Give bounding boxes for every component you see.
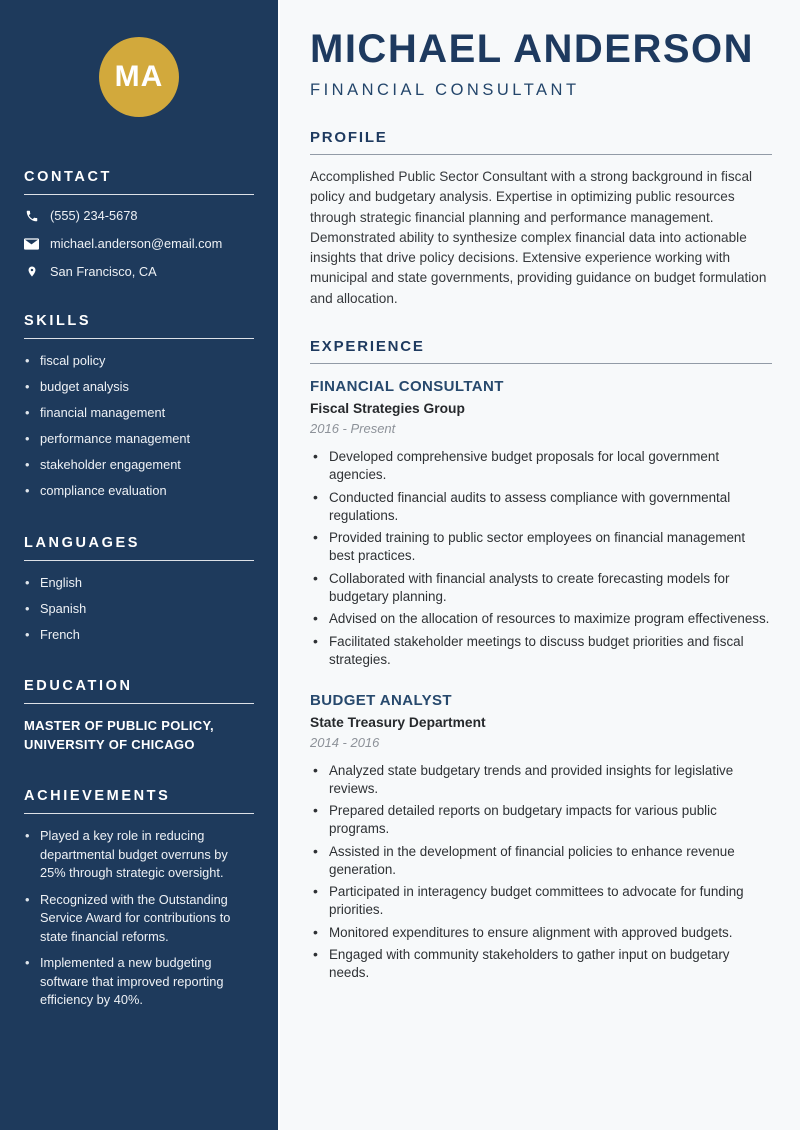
- job-bullet: • Provided training to public sector employees on financial management best practices.: [310, 529, 772, 565]
- job-bullet: • Monitored expenditures to ensure alignment with approved budgets.: [310, 924, 772, 942]
- skills-section: [24, 313, 254, 501]
- education-section: [24, 678, 254, 754]
- person-title: FINANCIAL CONSULTANT: [310, 81, 580, 99]
- job-dates: 2014 - 2016: [310, 734, 380, 750]
- skill-item: • stakeholder engagement: [24, 456, 254, 475]
- job-bullet: • Prepared detailed reports on budgetary impacts for various public programs.: [310, 802, 772, 838]
- languages-heading: LANGUAGES: [24, 535, 254, 561]
- main-content: [280, 0, 800, 1130]
- job-bullet: • Advised on the allocation of resources to maximize program effectiveness.: [310, 610, 772, 628]
- avatar-initials: MA: [114, 60, 164, 93]
- avatar: [99, 37, 179, 117]
- contact-location-row: [24, 264, 254, 279]
- languages-list: [24, 574, 254, 645]
- languages-section: [24, 535, 254, 645]
- skill-item: • compliance evaluation: [24, 482, 254, 501]
- achievement-item: • Played a key role in reducing departmental budget overruns by 25% through strategic oversight.: [24, 827, 254, 883]
- contact-phone-row: [24, 208, 254, 223]
- language-item: • English: [24, 574, 254, 593]
- job-bullet: • Engaged with community stakeholders to gather input on budgetary needs.: [310, 946, 772, 982]
- achievements-heading: ACHIEVEMENTS: [24, 788, 254, 814]
- job-entry: [310, 692, 772, 983]
- job-bullet: • Facilitated stakeholder meetings to discuss budget priorities and fiscal strategies.: [310, 633, 772, 669]
- skills-list: [24, 352, 254, 501]
- profile-text: Accomplished Public Sector Consultant with a strong background in fiscal policy and budgetary analysis. Expertise in optimizing public resources through strategic financial planning and performance management. Demonstrated ability to synthesize complex financial data into actionable insights that drive policy decisions. Extensive experience working with municipal and state governments, providing guidance on budget formulation and allocation.: [310, 169, 767, 306]
- job-bullet: • Analyzed state budgetary trends and provided insights for legislative reviews.: [310, 762, 772, 798]
- job-bullet: • Assisted in the development of financial policies to enhance revenue generation.: [310, 843, 772, 879]
- job-company: Fiscal Strategies Group: [310, 401, 465, 417]
- achievement-item: • Implemented a new budgeting software that improved reporting efficiency by 40%.: [24, 954, 254, 1010]
- achievements-section: [24, 788, 254, 1010]
- achievement-item: • Recognized with the Outstanding Service Award for contributions to state financial reforms.: [24, 891, 254, 947]
- profile-heading: PROFILE: [310, 129, 772, 155]
- education-degree: MASTER OF PUBLIC POLICY, UNIVERSITY OF CHICAGO: [24, 718, 214, 752]
- phone-icon: [24, 208, 39, 223]
- job-bullet: • Collaborated with financial analysts to create forecasting models for budgetary planning.: [310, 570, 772, 606]
- skill-item: • performance management: [24, 430, 254, 449]
- contact-email-row: [24, 236, 254, 251]
- language-item: • Spanish: [24, 600, 254, 619]
- skill-item: • financial management: [24, 404, 254, 423]
- job-bullet-list: [310, 762, 772, 983]
- job-bullet-list: [310, 448, 772, 669]
- job-company: State Treasury Department: [310, 714, 486, 730]
- achievements-list: [24, 827, 254, 1010]
- person-name: MICHAEL ANDERSON: [310, 27, 755, 71]
- job-title: FINANCIAL CONSULTANT: [310, 378, 504, 396]
- experience-heading: EXPERIENCE: [310, 338, 772, 364]
- location-icon: [24, 264, 39, 279]
- job-bullet: • Conducted financial audits to assess compliance with governmental regulations.: [310, 489, 772, 525]
- job-bullet: • Developed comprehensive budget proposals for local government agencies.: [310, 448, 772, 484]
- education-heading: EDUCATION: [24, 678, 254, 704]
- job-dates: 2016 - Present: [310, 421, 396, 437]
- contact-section: [24, 169, 254, 279]
- sidebar: [0, 0, 280, 1130]
- contact-location-text: San Francisco, CA: [50, 264, 157, 279]
- skills-heading: SKILLS: [24, 313, 254, 339]
- job-title: BUDGET ANALYST: [310, 691, 452, 709]
- skill-item: • fiscal policy: [24, 352, 254, 371]
- job-entry: [310, 378, 772, 669]
- skill-item: • budget analysis: [24, 378, 254, 397]
- job-bullet: • Participated in interagency budget committees to advocate for funding priorities.: [310, 883, 772, 919]
- contact-phone-text: (555) 234-5678: [50, 208, 138, 223]
- language-item: • French: [24, 626, 254, 645]
- email-icon: [24, 236, 39, 251]
- contact-email-text: michael.anderson@email.com: [50, 236, 223, 251]
- contact-heading: CONTACT: [24, 169, 254, 195]
